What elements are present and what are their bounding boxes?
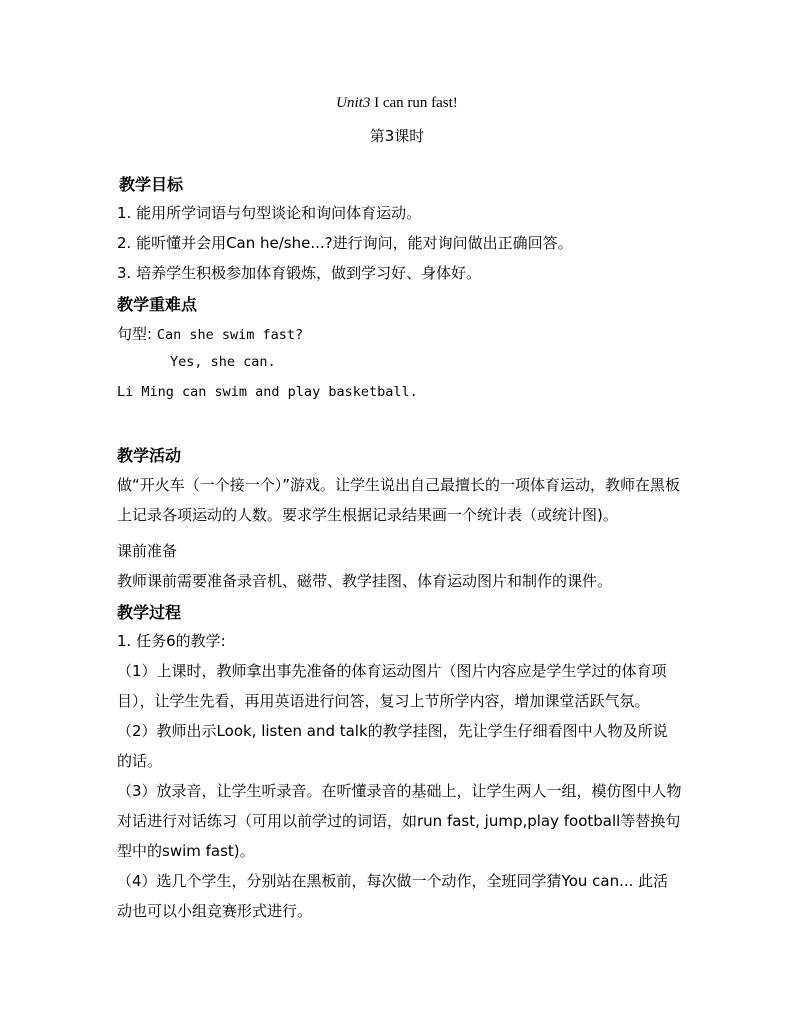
process-step-3: （3）放录音，让学生听录音。在听懂录音的基础上，让学生两人一组，模仿图中人物对话进行对话练习（可用以前学过的词语，如run fast, jump,play football等替换句型中的swim fast)。	[117, 782, 682, 860]
process-step-4: （4）选几个学生，分别站在黑板前，每次做一个动作，全班同学猜You can... 此活动也可以小组竞赛形式进行。	[117, 872, 669, 920]
key-points-heading: 教学重难点	[117, 295, 198, 314]
document-title	[0, 95, 794, 112]
pattern-question: Can she swim fast?	[156, 327, 304, 343]
pattern-answer: Yes, she can.	[170, 354, 276, 370]
process-heading: 教学过程	[117, 603, 182, 622]
pattern-line	[117, 323, 303, 344]
activity-text: 做“开火车（一个接一个）”游戏。让学生说出自己最擅长的一项体育运动，教师在黑板上记录各项运动的人数。要求学生根据记录结果画一个统计表（或统计图)。	[117, 476, 681, 524]
process-step-1: （1）上课时，教师拿出事先准备的体育运动图片（图片内容应是学生学过的体育项目），让学生先看，再用英语进行问答，复习上节所学内容，增加课堂活跃气氛。	[117, 662, 667, 710]
lesson-number: 第3课时	[369, 127, 425, 145]
process-step-2: （2）教师出示Look, listen and talk的教学挂图，先让学生仔细看图中人物及所说的话。	[117, 722, 668, 770]
goal-item-3: 3. 培养学生积极参加体育锻炼，做到学习好、身体好。	[117, 264, 482, 282]
prep-text: 教师课前需要准备录音机、磁带、教学挂图、体育运动图片和制作的课件。	[117, 572, 613, 590]
activity-heading: 教学活动	[117, 446, 182, 465]
pattern-example: Li Ming can swim and play basketball.	[117, 384, 418, 400]
unit-label: Unit3	[336, 95, 371, 111]
goals-heading: 教学目标	[119, 175, 184, 194]
goal-item-2: 2. 能听懂并会用Can he/she...?进行询问，能对询问做出正确回答。	[117, 234, 573, 252]
pattern-label: 句型:	[117, 325, 153, 343]
prep-heading: 课前准备	[117, 542, 178, 560]
task-line: 1. 任务6的教学:	[117, 632, 226, 650]
title-text: I can run fast!	[370, 95, 458, 111]
goal-item-1: 1. 能用所学词语与句型谈论和询问体育运动。	[117, 204, 422, 222]
